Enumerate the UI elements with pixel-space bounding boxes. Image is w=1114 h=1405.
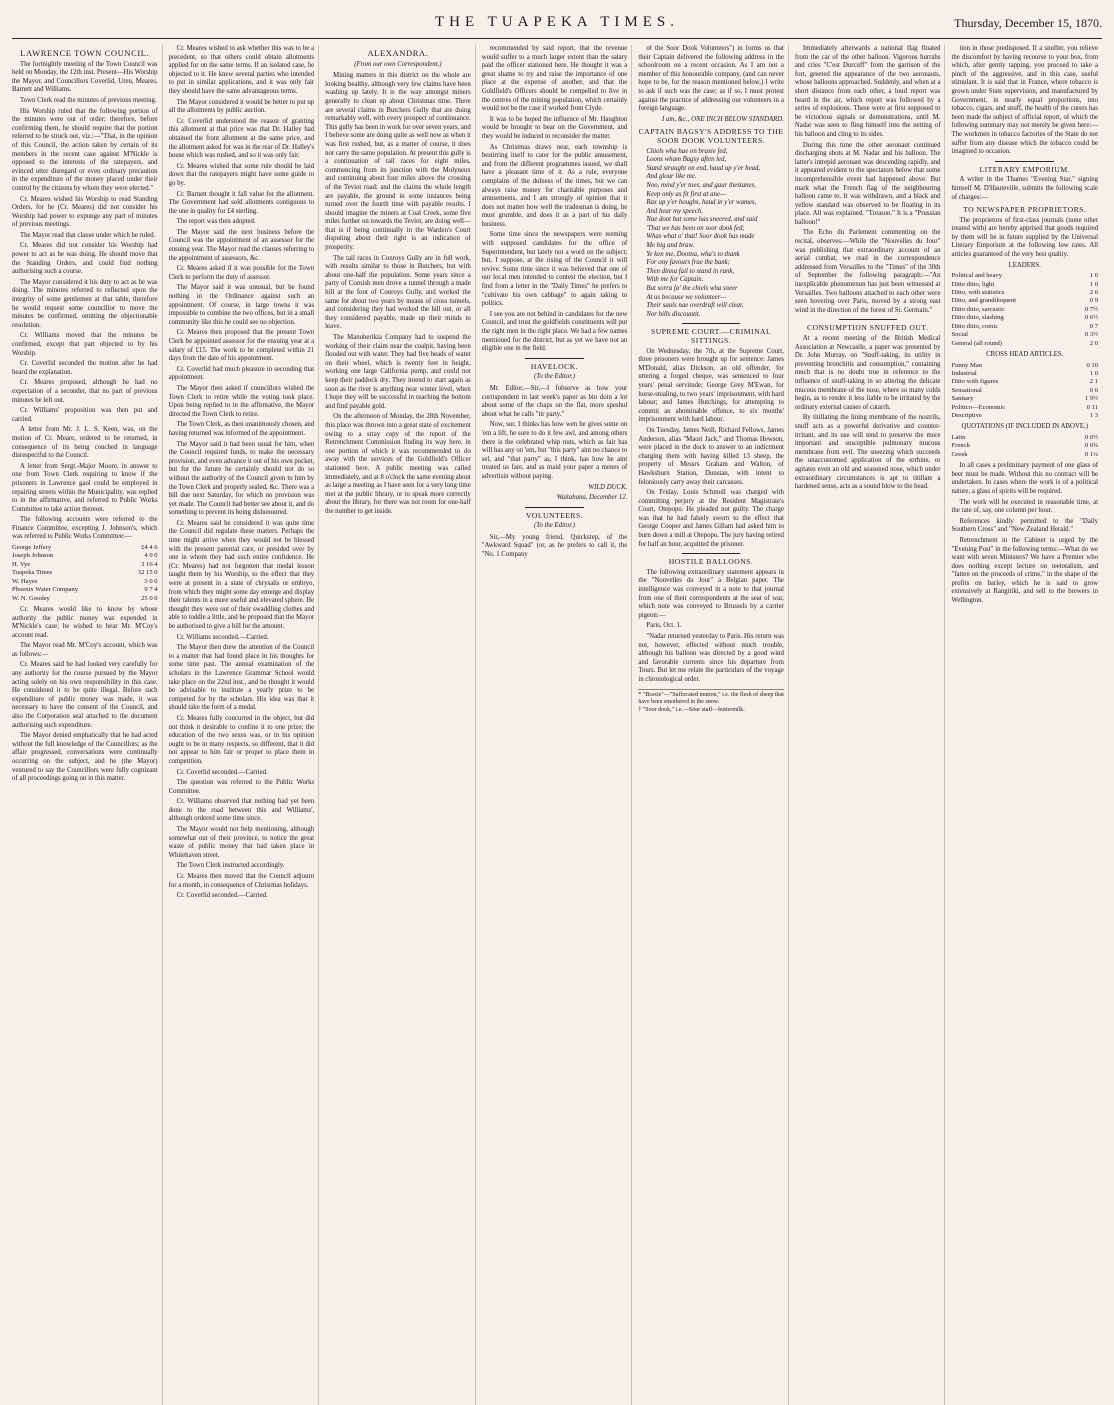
article-paragraph: Town Clerk read the minutes of previous meeting.	[20, 96, 157, 104]
divider	[682, 323, 740, 324]
article-paragraph: tion in those predisposed. If a snuffer, you relieve the discomfort by having recourse to your box, from which, after gently tapping, you proceed to take a pinch of the aggressive, and in this case, useful stimulant. It is said that in France, where tobacco is grown under State supervision, and manufactured by Government, in nearly equal proportions, into tobacco, cigars, and snuff, the health of the curers has been made the subject of official report, of which the following summary may not merely be given here:—The workmen in tobacco factories of the State do not suffer from any disease which the tobacco could be imagined to occasion.	[951, 45, 1099, 156]
issue-date: Thursday, December 15, 1870.	[954, 16, 1102, 30]
table-row	[951, 378, 1098, 386]
item-name: Ditto ditto, light	[951, 280, 995, 288]
article-headline: HOSTILE BALLOONS.	[668, 557, 754, 567]
article-subheading: (To the Editor.)	[533, 522, 576, 530]
item-value: 0 6	[1089, 386, 1099, 394]
article-paragraph: The Mayor read that clause under which he ruled.	[20, 231, 156, 239]
article-paragraph: Cr. Barnett thought it fall value for the allotment. The Government had sold allotments contiguous to the one in quality for £4 sterling.	[168, 190, 315, 215]
table-row	[12, 586, 158, 594]
item-name: Ditto ditto, slashing	[951, 314, 1004, 322]
article-headline: CONSUMPTION SNUFFED OUT.	[807, 323, 929, 333]
article-paragraph: The Echo du Parlement commenting on the recital, observes:—While the "Nouvelles du Jour" was publishing that extraordinary account of an aerial combat, we read in the correspondence addressed from Versailles to the "Times" of the 30th of September the following paragraph:—"An inexplicable phenomenon has just been witnessed at Versailles. Two balloons attached to each other were seen hovering over Paris, moved by a strong east wind in the direction of the forest of St. Germain."	[794, 229, 941, 314]
table-row	[12, 578, 158, 586]
table-row	[951, 340, 1098, 348]
newspaper-title: THE TUAPEKA TIMES.	[434, 14, 680, 30]
signature: I am, &c., ONE INCH BELOW STANDARD.	[662, 115, 784, 123]
table-row	[951, 387, 1098, 395]
item-value: 0 9	[1089, 297, 1099, 305]
column-2	[169, 45, 320, 1405]
article-paragraph: The Mayor read Mr. M'Coy's account, which was as follows:—	[12, 642, 158, 658]
article-paragraph: The Mayor denied emphatically that he had acted without the full knowledge of the Councillors; as the affair progressed, conversations were continually occurring on the subject, and he (the Mayor) ventured to say the Councillors were fully cognizant of all proceedings going on in this matter.	[12, 732, 158, 783]
article-paragraph: During this time the other aeronaut continued discharging shots at M. Nadar and his balloon. The latter's intrepid aeronaut was descending rapidly, and it appeared evident to the spectators below that some incomprehensible event had happened above. But mark what the French flag of the neighbouring balloon came to. It was withdrawn, and a black and yellow standard was observed to be floating in its place. All was explained. "Treason." It is a "Prussian balloon!"	[794, 141, 941, 226]
article-paragraph: Cr. Williams observed that nothing had yet been done to the road between this and Williams', although ordered some time since.	[168, 798, 315, 823]
article-paragraph: On Friday, Louis Schmoll was charged with committing perjury at the Resident Magistrate's Court, Otepopo. He pleaded not guilty. The charge was that he had falsely sworn to the effect that George Cooper and James Gillam had asked him to burn down a mill at Otepopo. The jury having retired for half an hour, acquitted the prisoner.	[638, 489, 784, 548]
article-paragraph: Paris, Oct. 1.	[646, 622, 682, 630]
table-row	[12, 561, 158, 569]
article-paragraph: By titillating the lining membrane of the nostrils, snuff acts as a powerful derivative and counter-irritant, and its use will tend to preserve the more important and susceptible pulmonary mucous membrane from evil. The sneezing which succeeds the unaccustomed application of the errhine, or agitates even an old and seasoned nose, which under extraordinary circumstances is apt to titillate a hardened sense, acts as a sound blow to the head.	[794, 414, 941, 491]
table-row	[12, 544, 158, 552]
article-paragraph: Some time since the newspapers were teeming with supposed candidates for the office of Superintendent, but lately not a word on the subject; but, I suppose, at the rising of the Council it will revive. Some time since it was believed that one of our local men intended to contest the election, but I find from a letter in the "Daily Times" he prefers to "cultivate his own cabbage" to again taking to politics.	[481, 231, 628, 308]
accounts-table	[12, 544, 158, 603]
article-subheading: (From our own Correspondent.)	[354, 60, 442, 68]
item-name: George Jeffery	[12, 544, 52, 552]
columns	[12, 45, 1102, 1405]
item-name: Greek	[951, 450, 968, 458]
column-3	[325, 45, 476, 1405]
article-headline: TO NEWSPAPER PROPRIETORS.	[963, 205, 1087, 215]
item-name: Tuapeka Times	[12, 569, 53, 577]
item-value: 4 0 0	[144, 552, 158, 560]
leaders-price-table	[951, 272, 1098, 348]
article-paragraph: recommended by said report, that the revenue would suffer to a much larger extent than the salary paid the officer stationed here. He thought it was a great shame to try and raise the importance of one place at the expense of another, and that the Goldfield's Officers should be compelled to live in the centres of the mining population, which certainly would not be the case if worked from Clyde.	[481, 45, 628, 113]
item-name: Political and heavy	[951, 272, 1003, 280]
article-paragraph: A letter from Mr. J. L. S. Keen, was, on the motion of Cr. Meare, ordered to be returned, in consequence of its being couched in language disrespectful to the Council.	[12, 426, 158, 460]
article-paragraph: The fortnightly meeting of the Town Council was held on Monday, the 12th inst. Present—His Worship the Mayor, and Councillors Coverlid, Uren, Meares, Barnett and Williams.	[12, 60, 158, 94]
article-paragraph: Mr. Editor,—Sir,—I fobserve as how your corrispondent in last week's paper as bin doin a lot about some of the chaps on the flat, more speshul about what he calls "tir party."	[481, 384, 628, 418]
article-paragraph: The Mayor would not help mentioning, although somewhat out of their province, to notice the great waste of public money that had taken place in Whitehaven street.	[168, 826, 315, 859]
article-paragraph: Cr. Meares said he considered it was quite time the Council did regulate these matters. Perhaps the time might arrive when they would not be blessed with the present parental care, or presided over by one in whom they had such entire confidence. He (Cr. Meares) had not forgotten that medal lesson taught them by his Worship, to the effect that they were at present in a state of chrysalis or embryo, from which they might some day emerge and display their talents in a more useful and elevated sphere. He thought they were out of their swaddling clothes and able to toddle a little, and he proposed that the Mayor be authorised to give a bill for the amount.	[168, 519, 315, 630]
item-name: Sensational	[951, 386, 982, 394]
table-row	[951, 404, 1098, 412]
table-row	[951, 281, 1098, 289]
divider	[682, 553, 740, 554]
poem-line: Nae doot but some has sneered, and said	[646, 216, 758, 224]
article-paragraph: Cr. Meares proposed, although he had no expectation of a seconder, that no part of previous minutes be left out.	[12, 379, 158, 404]
item-value: 25 0 0	[141, 594, 158, 602]
article-paragraph: Cr. Coverlid seconded.—Carried.	[176, 768, 268, 776]
poem-line: For ony favours frae the bank;	[646, 259, 730, 267]
item-value: 2 0	[1089, 339, 1099, 347]
poem-line: Me big and braw.	[646, 242, 695, 250]
article-paragraph: The work will be executed in reasonable time, at the rate of, say, one column per hour.	[951, 498, 1099, 515]
table-row	[951, 323, 1098, 331]
article-subheading: (To the Editor.)	[533, 373, 576, 381]
item-value: 0 6½	[1084, 314, 1099, 322]
item-value: 32 15 0	[137, 569, 158, 577]
item-name: Ditto, and grandiloquent	[951, 297, 1017, 305]
poem-line: Noo, mind y'er toes, and gaur thestanes,	[646, 181, 756, 189]
table-row	[951, 297, 1098, 305]
column-6	[795, 45, 946, 1405]
item-value: 2 1	[1089, 378, 1099, 386]
article-paragraph: At a recent meeting of the British Medical Association at Newcastle, a paper was presented by Dr. John Murray, on "Snuff-taking, its utility in preventing bronchitis and consumption," containing much that is no doubt true in reference to the influence of snuff-taking in so altering the delicate mucous membrane of the nose, where so many colds begin, as to render it less liable to be irritated by the ordinary external causes of catarrh.	[794, 335, 941, 411]
article-paragraph: Cr. Meares fully concurred in the object, but did not think it desirable to confine it to one prize; the education of the two sexes was, or in his opinion ought to be in many respects, so different, that it did not appear to him fair or proper to place them in competition.	[168, 714, 315, 765]
article-paragraph: Cr. Meares then proposed that the present Town Clerk be appointed assessor for the ensuing year at a salary of £15. The work to be completed within 21 days from the date of his appointment.	[168, 329, 315, 363]
item-value: £4 4 6	[141, 544, 158, 552]
column-4	[482, 45, 633, 1405]
article-paragraph: References kindly permitted to the "Daily Southern Cross" and "New Zealand Herald."	[951, 517, 1099, 534]
table-row	[951, 362, 1098, 370]
poem-line: But sorra fa' the chiels wha sneer	[646, 285, 738, 293]
article-paragraph: The following extraordinary statement appears in the "Nouvelles du Jour" a Belgian paper. The intelligence was conveyed in a note to that journal from one of their correspondents at the seat of war, which note was conveyed to Brussels by a carrier pigeon:—	[638, 568, 784, 619]
footnote: * "Braxie"—"Suffocated mutton," i.e. the flesh of sheep that have been smothered in the snow.	[638, 691, 784, 706]
table-row	[12, 569, 158, 577]
article-paragraph: Cr. Williams' proposition was then put and carried.	[12, 407, 158, 423]
item-name: Ditto ditto, comic	[951, 322, 999, 330]
item-value: 1 0	[1089, 280, 1099, 288]
item-name: Sanitary	[951, 395, 974, 403]
poem-line: And glour like me.	[646, 173, 697, 181]
article-paragraph: Cr. Williams seconded.—Carried.	[176, 633, 269, 641]
article-paragraph: "Nadar returned yesterday to Paris. His return was not, however, effected without much trouble, although his balloon was directed by a good wind and favorable currents since his departure from Tours. But let me relate the particulars of the voyage in chronological order.	[638, 633, 784, 683]
article-paragraph: Cr. Coverlid had much pleasure in seconding that appointment.	[168, 365, 315, 382]
footnotes	[638, 689, 784, 715]
column-7	[951, 45, 1102, 1405]
item-name: H. Vye	[12, 560, 31, 568]
article-headline: VOLUNTEERS.	[525, 510, 584, 520]
item-name: Social	[951, 331, 968, 339]
poem-line: Nor bills discountit.	[646, 310, 701, 318]
article-paragraph: In all cases a preliminary payment of one glass of beer must be made. Without this no contract will be undertaken. In cases where the work is of a political nature, a glass of spirits will be required.	[951, 462, 1099, 495]
article-paragraph: Cr. Meares wished to ask whether this was to be a precedent, so that others could obtain allotments applied for on the same terms. If an isolated case, he objected to it. He knew several parties who intended to put in similar applications, and it was only fair they should have the same advantageous terms.	[168, 45, 315, 95]
article-paragraph: Mining matters in this district on the whole are looking healthy, although very few claims have been washing up lately. It is the way amongst miners generally to clean up about Christmas time. There are several claims in Butchers Gully that are doing remarkably well, with every prospect of continuance. This gully has been in work for over seven years, and I believe some are doing quite as well now as when it was first rushed, but, as a matter of course, it does not carry the same population. At present this gully is a continuation of tail races for eight miles, commencing from its junction with the Molyneux and continuing about four miles above the crossing of the Teviot road; and the claims the whole length are payable, the ground in some instances being turned over the fourth time with payable results. I should imagine the miners at Coal Creek, some five miles further on towards the Teviot, are doing well—that is if being continually in the Warden's Court disputing about their right is an indication of prosperity.	[325, 72, 471, 252]
item-value: 3 16 4	[141, 560, 158, 568]
poem-line: 'That we has been on soor dook fed;	[646, 224, 745, 232]
article-paragraph: The Town Clerk, as then unanimously chosen, and having returned was informed of the appointment.	[168, 421, 315, 437]
article-paragraph: As Christmas draws near, each township is bestirring itself to cater for the public amusement, and from the different programmes issued, we shall have a pleasant time of it. As a rule, everyone complains of the dulness of the times, but we can always raise money for charitable purposes and amusements, and I am strongly of opinion that it does not matter how well the tradesman is doing, he must grumble, and does it as a part of his daily business.	[481, 143, 628, 228]
article-paragraph: The Mayor considered it his duty to act as he was doing. The minutes referred to reflected upon the integrity of some gentlemen at that table, therefore he would request some councillor to move the minutes be confirmed, omitting the objectionable resolution.	[12, 278, 158, 329]
item-value: 1 0	[1089, 369, 1099, 377]
article-paragraph: The Mayor said it was unusual, but he found nothing in the Ordinance against such an appointment. Of course, in large towns it was impossible to combine the two offices, but in a small community like this he could see no objection.	[168, 284, 315, 326]
article-paragraph: Cr. Coverlid seconded.—Carried.	[176, 892, 268, 900]
article-headline: ALEXANDRA.	[367, 48, 429, 58]
item-name: Politico—Economic	[951, 403, 1006, 411]
item-name: W. Hayes	[12, 577, 38, 585]
item-name: French	[951, 442, 970, 450]
item-name: Phoenix Water Company	[12, 586, 79, 594]
item-name: Ditto with figures	[951, 378, 999, 386]
item-name: Funny Man	[951, 361, 983, 369]
article-paragraph: The Manuherikia Company had to suspend the working of their claim near the coalpit, having been flooded out with water. They had five heads of water on their wheel, which is twenty feet in height, working one large California pump, and could not keep their paddock dry. They intend to start again as soon as the river is anything near winter level, when I hope they will be successful in reaching the bottom and find payable gold.	[325, 334, 471, 410]
article-paragraph: Cr. Meares then moved that the Council adjourn for a month, in consequence of Christmas holidays.	[168, 873, 315, 889]
masthead	[12, 12, 1102, 39]
cross-head-price-table	[951, 362, 1098, 421]
article-paragraph: Cr. Meares would like to know by whose authority the public money was expended in M'Nickle's case; he wished to hear Mr. M'Coy's account read.	[12, 605, 158, 639]
item-value: 0 0¾	[1084, 442, 1099, 450]
article-paragraph: The report was then adopted.	[176, 218, 256, 226]
table-row	[12, 552, 158, 560]
item-name: W. N. Goodey	[12, 594, 50, 602]
article-paragraph: Cr. Meares asked if it was possible for the Town Clerk to perform the duty of assessor.	[168, 265, 315, 281]
article-paragraph: Cr. Meares wished his Worship to read Standing Orders, for he (Cr. Meares) did not consider his Worship had power to expunge any part of minutes of previous meetings.	[12, 195, 158, 229]
table-row	[951, 442, 1098, 450]
item-value: 0 1¼	[1084, 450, 1099, 458]
column-1	[12, 45, 163, 1405]
article-paragraph: The proprietors of first-class journals (none other treated with) are hereby apprised that goods required by them will be in future supplied by the Universal Literary Emporium at the following low rates. All articles guaranteed of the very best quality.	[951, 216, 1099, 259]
article-headline: HAVELOCK.	[530, 361, 579, 371]
table-row	[951, 272, 1098, 280]
poem-line: Then dinna fail to stand in rank,	[646, 267, 735, 275]
poem-line: Loons wham Bagsy aften led,	[646, 156, 727, 164]
article-paragraph: The Mayor then drew the attention of the Council to a matter that had found place in his thoughts for some time past. The annual examination of the scholars in the Lawrence Grammar School would take place on the 22nd inst., and he thought it would be advisable to institute a yearly prize to be competed for by the scholars. His idea was that it should take the form of a medal.	[168, 644, 315, 712]
poem-line: Chiels wha hae on braxie fed,	[646, 147, 728, 155]
article-paragraph: A letter from Sergt.-Major Moore, in answer to one from Town Clerk requiring to know if the prisoners in Lawrence gaol could be employed in repairing streets within the Municipality, was replied to in the affirmative, and referred to Public Works Committee to take action thereon.	[12, 462, 158, 513]
table-caption: CROSS HEAD ARTICLES.	[986, 350, 1064, 358]
quotations-price-table	[951, 434, 1098, 459]
item-value: 1 3	[1089, 411, 1099, 419]
item-value: 9 7 4	[144, 586, 158, 594]
article-paragraph: I see you are not behind in candidates for the new Council, and trust the goldfields constituents will put the right men in the right place. We had a few names mentioned for the district, but as yet we have not an eligible one in the field.	[481, 310, 628, 353]
table-row	[951, 331, 1098, 339]
table-row	[951, 451, 1098, 459]
item-name: Joseph Johnson	[12, 552, 54, 560]
item-name: Ditto ditto, sarcastic	[951, 305, 1005, 313]
article-paragraph: Cr. Williams moved that the minutes be confirmed, except that part objected to by his Worship.	[12, 332, 158, 357]
article-paragraph: It was to be hoped the influence of Mr. Haughton would be brought to bear on the Government, and they would be induced to reconsider the matter.	[481, 115, 628, 140]
article-paragraph: Cr. Coverlid seconded the motion after he had heard the explanation.	[12, 360, 158, 376]
article-paragraph: The tail races in Conroys Gully are in full work, with results similar to those in Butchers, but with about one-half the population. Some years since a party of Cornish men drove a tunnel through a made hill at the foot of Conroys Gully, and worked the same for about two years by means of cross tunnels, and considering they had worked the hill out, or all they considered payable, made up their minds to leave.	[325, 254, 471, 331]
article-headline: SUPREME COURT.—CRIMINAL SITTINGS.	[651, 327, 772, 345]
article-paragraph: The Mayor said it had been usual for him, when the Council required funds, to make the necessary provision, and even advance it out of his own pocket, but for the future he certainly should not do so without the authority of the Council given to him by the Town Clerk and properly sealed, &c. There was a bill due next Saturday, for which no provision was yet made. The Council had better see about it, and do something to prevent its being dishonoured.	[168, 440, 315, 517]
table-row	[951, 412, 1098, 420]
table-row	[12, 595, 158, 603]
footnote: † "Soor dook," i.e.—Sour staff—buttermilk.	[638, 706, 745, 713]
article-paragraph: The question was referred to the Public Works Committee.	[168, 779, 315, 795]
poem-line: Rax up y'er houghs, haud in y'er wames,	[646, 199, 757, 207]
article-paragraph: His Worship ruled that the following portion of the minutes were out of order; therefore, before confirming them, he should require that the portion referred to be struck out, viz.:—"That, in the opinion of this Council, the action taken by certain of its members in the recent case against M'Nickle is opposed to the interests of the ratepayers, and evinced utter disregard or even ordinary precaution in the expenditure of the money placed under their control by the citizens by whom they were elected."	[12, 107, 158, 192]
article-paragraph: Cr. Coverlid understood the reason of granting this allotment at that price was that Dr. Halley had obtained the front allotment at the same price, and the allotment asked for was in the rear of Dr. Halley's house which was rushed, and so it was only fair.	[168, 117, 315, 160]
article-headline: CAPTAIN BAGSY'S ADDRESS TO THE SOOR DOOK VOLUNTEERS.	[638, 127, 784, 145]
article-paragraph: Now, sur, I thinks has how wen he gives some on 'em a lift, he sure to do it few awl, and among others there is the celebrated whip nuts, which as fair has will has any on 'em, but "this party" aint no chance to sel, and "that party" as, I think, has how he aint treated us fare, and as maid your paper a menes of advertisin without paying.	[481, 421, 628, 480]
item-value: 1 9½	[1084, 395, 1099, 403]
table-row	[951, 370, 1098, 378]
item-value: 0 7	[1089, 322, 1099, 330]
item-value: 0 11	[1086, 403, 1099, 411]
table-row	[951, 395, 1098, 403]
column-5	[638, 45, 789, 1405]
item-name: Descriptive	[951, 411, 982, 419]
poem	[646, 148, 784, 320]
item-value: 0 10	[1086, 361, 1099, 369]
article-paragraph: A writer in the Thames "Evening Star," signing himself M. D'Hauteville, submits the following scale of charges:—	[951, 176, 1099, 201]
item-value: 0 7½	[1084, 305, 1099, 313]
article-paragraph: The Town Clerk instructed accordingly.	[176, 862, 285, 870]
item-value: 0 0½	[1084, 433, 1099, 441]
item-value: 3 0 0	[144, 577, 158, 585]
article-paragraph: The Mayor said the next business before the Council was the appointment of an assessor for the ensuing year. The Mayor read the clauses referring to the appointment of assessors, &c.	[168, 228, 315, 262]
poem-line: Ye ken me, Dootna, wha's to thank	[646, 250, 740, 258]
article-paragraph: On Tuesday, James Neill, Richard Fellows, James Anderson, alias "Maori Jack," and Thomas Hewson, were placed in the dock to answer to an indictment charging them with having killed 13 sheep, the property of Messrs Graham and Walton, of Hawksburn Station, Dunstan, with intent to feloniously carry away their carcasses.	[638, 426, 784, 486]
table-row	[951, 434, 1098, 442]
divider	[525, 507, 583, 508]
divider	[995, 161, 1054, 162]
article-paragraph: Retrenchment in the Cabinet is urged by the "Evening Post" in the following terms:—What do we want with seven Ministers? We have a Premier who does nothing except lecture on teetotalism, and "fatten on the proceeds of crime," in the shape of the profits on barley, which he is said to grow extensively at Rangitiki, and sell to the brewers in Wellington.	[951, 536, 1099, 605]
poem-line: With me for Captain.	[646, 276, 704, 284]
article-paragraph: Cr. Meares wished that some rule should be laid down that the ratepayers might have some guide to go by.	[168, 162, 315, 187]
article-paragraph: Cr. Meares said he had looked very carefully for any authority for the course pursued by the Mayor acting solely on his own responsibility in this case. He considered it to be quite illegal. Before such expenditure of public money was made, it was necessary to have the consent of the Council, and also the Corporation seal attached to the document authorising such expenditure.	[12, 661, 158, 729]
item-value: 2 6	[1089, 289, 1099, 297]
article-paragraph: The following accounts were referred to the Finance Committee, excepting J. Johnson's, which was referred to Public Works Committee:—	[12, 516, 158, 541]
poem-line: Stand straught on end, haud up y'er head,	[646, 164, 761, 172]
divider	[525, 358, 583, 359]
item-value: 1 6	[1089, 272, 1099, 280]
poem-line: Whas what o' that! Soor dook has made	[646, 233, 755, 241]
item-name: Latin	[951, 433, 966, 441]
item-name: Ditto, with statistics	[951, 289, 1005, 297]
article-paragraph: The Mayor considered it would be better to put up all the allotments by public auction.	[168, 98, 315, 115]
table-row	[951, 306, 1098, 314]
poem-line: Keep only as fit first at ane—	[646, 190, 726, 198]
article-paragraph: The Mayor then asked if councillors wished the Town Clerk to retire while the voting took place. Upon being replied to in the affirmative, the Mayor directed the Town Clerk to retire.	[168, 384, 315, 418]
table-caption: QUOTATIONS (IF INCLUDED IN ABOVE.)	[961, 423, 1088, 431]
poem-line: And hear my speech.	[646, 207, 703, 215]
article-headline: LAWRENCE TOWN COUNCIL.	[20, 48, 150, 58]
article-paragraph: of the Soor Dook Volunteers") in forms us that their Captain delivered the following address in the schoolroom on a recent occasion. As I am not a member of this honourable company, (and can never hope to be, for the reason mentioned below,) I write to ask if such was the case; as if so, I must protest against the practice of addressing our volunteers in a foreign language.	[638, 45, 784, 113]
divider	[839, 319, 897, 320]
article-headline: LITERARY EMPORIUM.	[979, 164, 1071, 174]
article-paragraph: On the afternoon of Monday, the 28th November, this place was thrown into a great state of excitement owing to a stray copy of the report of the Retrenchment Commission finding its way here, in one portion of which it was recommended to do away with the services of the Goldfield's Officer stationed here. A public meeting was called immediately, and at 8 o'clock the same evening about as large a meeting as I have seen for a very long time met at the public library, or to speak more correctly about the library, for there was not room for one-half the number to get inside.	[325, 413, 471, 515]
signature: WILD DUCK.	[588, 483, 628, 491]
dateline: Waitahuna, December 12.	[556, 494, 628, 502]
item-name: General (all round)	[951, 339, 1002, 347]
table-row	[951, 289, 1098, 297]
poem-line: At us because we volunteer—	[646, 293, 727, 301]
poem-line: Their sauls nae overdraft will clear,	[646, 302, 744, 310]
article-paragraph: Cr. Meares did not consider his Worship had power to act as he was doing. He should move that the Standing Orders, and could find nothing authorising such a course.	[12, 242, 158, 276]
article-paragraph: On Wednesday, the 7th, at the Supreme Court, three prisoners were brought up for sentence: James M'Donald, alias Dickson, an old offender, for uttering a forged cheque, was sentenced to four years' penal servitude; George Grey M'Ewan, for horse-stealing, to two years' imprisonment, with hard labour; and James Hutchings, for attempting to commit an abominable offence, to six months' imprisonment with hard labour.	[638, 347, 784, 424]
table-row	[951, 314, 1098, 322]
article-paragraph: Immediately afterwards a national flag floated from the car of the other balloon. Vigorous hurrahs and cries "C'est Durcuff" from the garrison of the fort, greeted the appearance of the two aeronauts, whose balloons approached. Suddenly, and when at a short distance from each other, a loud report was heard in the air, which report was followed by a series of explosions. These were at first supposed to be victorious signals or demonstrations, until M. Nadar was seen to fling himself into the netting of his balloon and cling to its sides.	[794, 45, 941, 138]
item-name: Industrial	[951, 369, 977, 377]
item-value: 0 3½	[1084, 331, 1099, 339]
article-paragraph: Sir,—My young friend, Quickstep, of the "Awkward Squad" (or, as he prefers to call it, the "No. 1 Company	[481, 533, 628, 559]
table-caption: LEADERS.	[1008, 261, 1041, 269]
